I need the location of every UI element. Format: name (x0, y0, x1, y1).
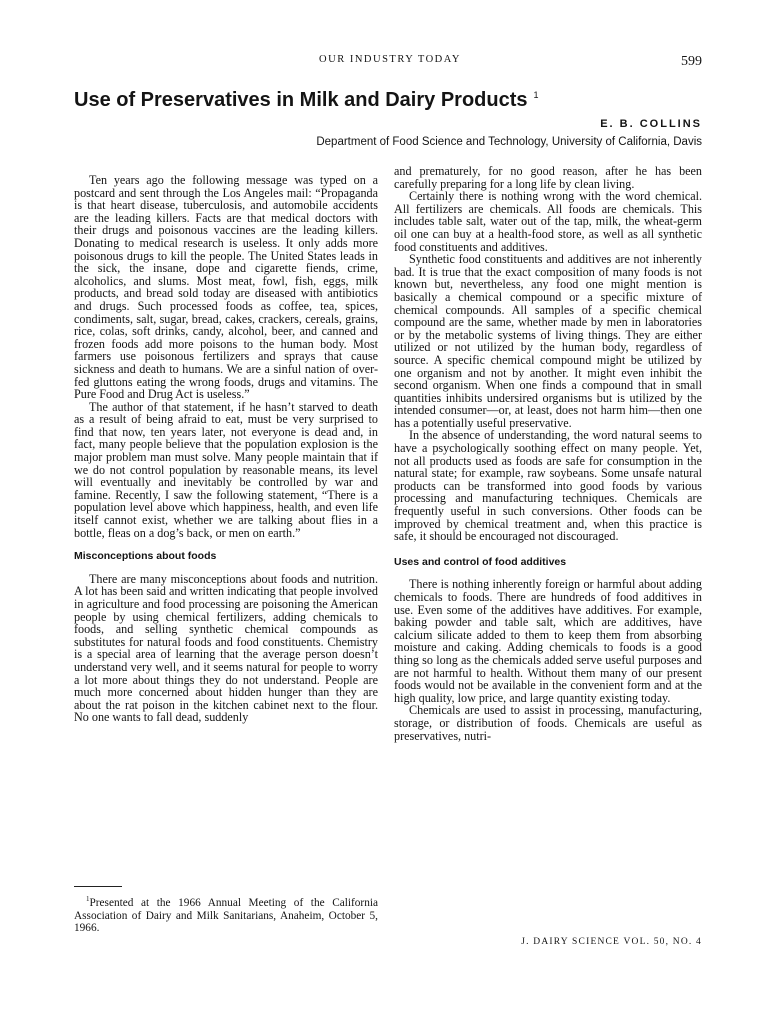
paragraph: There are many misconceptions about foods and nutrition. A lot has been said and written indicating that people involved in agriculture and food processing are poisoning the American people by using chemical fertilizers, adding chemicals to foods, and selling synthetic chemical compounds as substitutes for natural foods and food constituents. Chemistry is a special area of learning that the average person doesn’t understand very well, and it seems natural for people to worry a lot more about things they do not understand. People are much more concerned about hidden hunger than they are about the rat poison in the kitchen cabinet next to the flour. No one wants to fall dead, suddenly (74, 571, 378, 725)
running-head: OUR INDUSTRY TODAY (319, 54, 461, 65)
paragraph: The author of that statement, if he hasn’t starved to death as a result of being afraid to eat, must be very surprised to find that now, ten years later, not everyone is dead and, in fact, many people believe that the population explosion is the major problem man must solve. Many people maintain that if we do not control population by reasonable means, its level will eventually and inevitably be controlled by war and famine. Recently, I saw the following statement, “There is a population level above which happiness, health, and even life itself cannot exist, whether we are talking about flies in a bottle, fleas on a dog’s back, or men on earth.” (74, 399, 378, 540)
paragraph: In the absence of understanding, the word natural seems to have a psychologically soothing effect on many people. Yet, not all products used as foods are safe for consumption in the natural state; for example, raw soybeans. Some unsafe natural products can be transformed into good foods by various processing and manufacturing techniques. Chemicals are frequently useful in such conversions. Other foods can be improved by chemical treatment and, when this practice is safe, it should be encouraged not discouraged. (394, 428, 702, 544)
journal-reference: J. DAIRY SCIENCE VOL. 50, NO. 4 (521, 937, 702, 947)
article-title-text: Use of Preservatives in Milk and Dairy Products (74, 89, 528, 111)
section-heading-misconceptions: Misconceptions about foods (74, 550, 217, 563)
author-name: E. B. COLLINS (600, 118, 702, 130)
paragraph: There is nothing inherently foreign or harmful about adding chemicals to foods. There are hundreds of food additives in use. Even some of the additives have additives. For example, baking powder and table salt, which are additives, have calcium silicate added to them to keep them from absorbing moisture and caking. Adding chemicals to foods is a good thing so long as the chemicals added serve useful purposes and are not harmful to health. Without them many of our present foods would not be available in the convenient form and at the high quality, low price, and large quantity existing today. (394, 577, 702, 705)
left-column (74, 174, 378, 724)
article-title (74, 89, 714, 112)
paragraph: Ten years ago the following message was typed on a postcard and sent through the Los Angeles mail: “Propaganda is that heart disease, tuberculosis, and automobile accidents are the leading killers. Facts are that medical doctors with their drugs and poisonous vaccines are the leading killers. Donating to medical research is useless. It only adds more poisonous drugs to kill the people. The United States leads in the sick, the insane, dope and cigarette fiends, crime, alcoholics, and slums. Most meat, fowl, fish, eggs, milk products, and bread sold today are diseased with antibiotics and drugs. Such processed foods as coffee, tea, spices, condiments, salt, sugar, bread, cakes, crackers, cereals, grains, rice, colas, soft drinks, candy, alcohol, beer, and canned and frozen foods add more poisons to the human body. Most farmers use poisonous fertilizers and sprays that cause sickness and death to humans. We are a sinful nation of over-fed gluttons eating the wrong foods, drugs and vitamins. The Pure Food and Drug Act is useless.” (74, 173, 378, 402)
footnote (74, 893, 378, 935)
footnote-rule (74, 886, 122, 887)
section-heading-additives: Uses and control of food additives (394, 555, 567, 568)
footnote-marker: 1 (86, 895, 90, 903)
title-footnote-marker: 1 (533, 90, 539, 101)
right-column (394, 165, 702, 742)
paragraph: Synthetic food constituents and additives are not inherently bad. It is true that the exact composition of many foods is not known but, nevertheless, any food one might mention is basically a chemical compound or a specific mixture of chemical compounds. All samples of a specific chemical compound are the same, whether made by men in laboratories or by the metabolic systems of living things. They are either utilized or not utilized by the human body, regardless of source. A specific chemical compound might be utilized by one organism and not by another. It might even inhibit the second organism. When one finds a compound that in small quantities inhibits undersired organisms but is utilized by the intended consumer—or, at least, does not harm him—then one has a potentially useful preservative. (394, 252, 702, 430)
paragraph-continued: and prematurely, for no good reason, after he has been carefully preparing for a long life by clean living. (394, 164, 702, 191)
footnote-text: Presented at the 1966 Annual Meeting of the California Association of Dairy and Milk Sanitarians, Anaheim, October 5, 1966. (74, 896, 378, 935)
author-affiliation: Department of Food Science and Technology, University of California, Davis (316, 136, 702, 148)
page-number: 599 (681, 54, 702, 69)
paragraph: Certainly there is nothing wrong with the word chemical. All fertilizers are chemicals. All foods are chemicals. This includes table salt, water out of the tap, milk, the wheat-germ oil one can buy at a health-food store, as well as all synthetic food constituents and additives. (394, 189, 702, 254)
paragraph: Chemicals are used to assist in processing, manufacturing, storage, or distribution of foods. Chemicals are useful as preservatives, nutri- (394, 703, 702, 743)
